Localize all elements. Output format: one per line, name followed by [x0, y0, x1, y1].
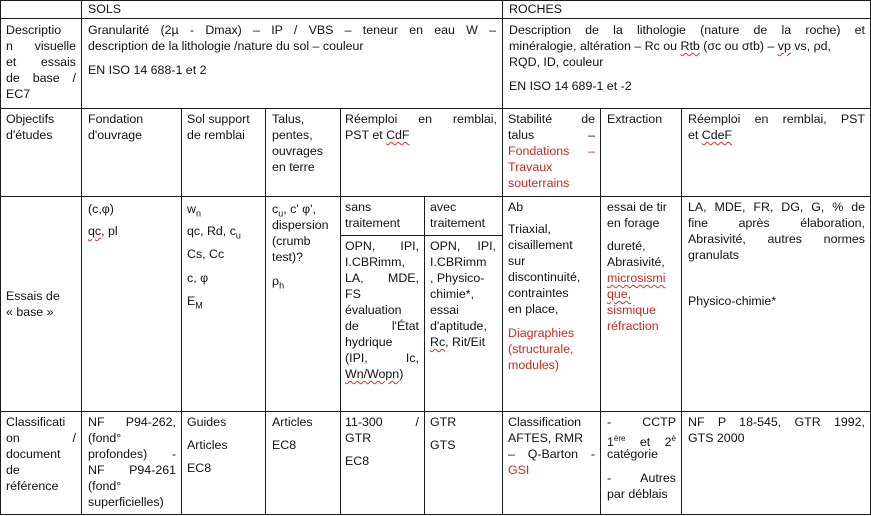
essais-sol-support: Cs, Cc	[187, 247, 225, 261]
row-label-objectifs: d'études	[6, 128, 53, 142]
list-line: - Autres	[607, 471, 676, 485]
table-col	[424, 196, 425, 515]
list-line: profondes) -	[88, 447, 176, 461]
table-rule-treatment	[340, 235, 502, 236]
classif-avec: GTS	[430, 438, 456, 452]
row-label-essais: « base »	[6, 305, 54, 319]
list-line: OPN, IPI,	[430, 239, 496, 253]
obj-talus: pentes,	[272, 128, 313, 142]
essais-sans-traitement-header: traitement	[345, 216, 401, 230]
list-line: fine après élaboration,	[688, 216, 865, 230]
list-line: discontinuité,	[508, 270, 581, 284]
list-line: Wn/Wopn)	[345, 367, 404, 381]
list-line: (IPI, Ic,	[345, 351, 419, 365]
list-line: LA, MDE, FR, DG, G, % de	[688, 200, 865, 214]
list-line: , Physico-	[430, 271, 485, 285]
essais-talus: test)?	[272, 250, 303, 264]
list-line: en place,	[508, 302, 559, 316]
table-col	[265, 108, 266, 515]
obj-sol-support: Sol support	[187, 112, 250, 126]
essais-talus: $\rho_h$	[272, 274, 285, 291]
label-line: Classificati	[6, 415, 66, 429]
list-line: hydrique	[345, 335, 393, 349]
list-line: catégorie	[607, 447, 658, 461]
physico-chimie-note: Physico-chimie*	[688, 294, 777, 308]
obj-stabilite-red: Travaux	[508, 160, 553, 174]
classif-stabilite: – Q-Barton -	[508, 447, 595, 461]
list-line-red: réfraction	[607, 319, 659, 333]
essais-talus: $c_u$, c' φ',	[272, 202, 316, 219]
list-line: Triaxial,	[508, 222, 551, 236]
list-line: LA, MDE,	[345, 271, 419, 285]
obj-stabilite: talus –	[508, 128, 595, 142]
essais-avec-traitement-header: avec	[430, 200, 457, 214]
classif-stabilite: Classification	[508, 415, 581, 429]
list-line: en forage	[607, 216, 660, 230]
table-col	[600, 108, 601, 515]
list-line: essai de tir	[607, 200, 667, 214]
classif-reemploi-roches: NF P 18-545, GTR 1992,	[688, 415, 865, 429]
classif-talus: Articles	[272, 415, 313, 429]
table-rule	[0, 108, 871, 109]
obj-reemploi-roches: et CdeF	[688, 128, 733, 142]
essais-fondation: (c,φ)	[88, 202, 114, 216]
list-line: cisaillement	[508, 238, 573, 252]
list-line: OPN, IPI,	[345, 239, 419, 253]
classif-reemploi-roches: GTS 2000	[688, 431, 745, 445]
essais-sans-traitement-header: sans	[345, 200, 372, 214]
roches-norm: EN ISO 14 689-1 et -2	[509, 79, 632, 93]
obj-reemploi-sols: PST et CdF	[345, 128, 410, 142]
classif-sol-support: Guides	[187, 415, 227, 429]
table-col	[502, 0, 503, 515]
table-rule	[0, 18, 871, 19]
obj-stabilite-red: souterrains	[508, 176, 570, 190]
list-line: d'aptitude,	[430, 319, 487, 333]
list-line-red: Diagraphies	[508, 326, 575, 340]
obj-stabilite-red: Fondations –	[508, 144, 595, 158]
table-border-top	[0, 0, 871, 1]
label-line: n visuelle	[6, 39, 76, 53]
classif-avec: GTR	[430, 415, 457, 429]
list-line: Abrasivité, autres normes	[688, 232, 865, 246]
classif-sol-support: EC8	[187, 461, 212, 475]
obj-extraction: Extraction	[607, 112, 663, 126]
essais-sol-support: qc, Rd, $c_u$	[187, 224, 241, 241]
list-line: (fond°	[88, 479, 122, 493]
obj-fondation: d'ouvrage	[88, 128, 143, 142]
list-line-red: modules)	[508, 358, 559, 372]
obj-reemploi-sols: Réemploi en remblai,	[345, 112, 497, 126]
table-rule	[0, 196, 871, 197]
list-line: FS	[345, 287, 361, 301]
label-line: Descriptio	[6, 23, 62, 37]
sols-norm: EN ISO 14 688-1 et 2	[88, 63, 207, 77]
essais-sol-support: $E_M$	[187, 294, 203, 311]
label-line: on /	[6, 431, 76, 445]
roches-description-line: RQD, ID, couleur	[509, 55, 604, 69]
classif-sans: GTR	[345, 431, 372, 445]
table-border-left	[0, 0, 1, 515]
list-line: NF P94-262,	[88, 415, 176, 429]
classif-talus: EC8	[272, 438, 297, 452]
list-line: chimie*,	[430, 287, 475, 301]
list-line: essai	[430, 303, 459, 317]
roches-description-line: Description de la lithologie (nature de la roche) et	[509, 23, 865, 37]
row-label-objectifs: Objectifs	[6, 112, 55, 126]
essais-sol-support: c, φ	[187, 271, 209, 285]
classif-stabilite-red: GSI	[508, 463, 530, 477]
list-line: Ab	[508, 200, 524, 214]
list-line: NF P94-261	[88, 463, 176, 477]
label-line: de base /	[6, 71, 76, 85]
obj-sol-support: de remblai	[187, 128, 245, 142]
header-sols: SOLS	[88, 2, 122, 16]
obj-stabilite: Stabilité de	[508, 112, 595, 126]
list-line-red: microsismi	[607, 271, 666, 285]
list-line: évaluation	[345, 303, 402, 317]
obj-talus: Talus,	[272, 112, 305, 126]
label-line: de	[6, 463, 20, 477]
list-line: sur	[508, 254, 526, 268]
list-line: 1ère et $2^è$	[607, 434, 676, 450]
obj-fondation: Fondation	[88, 112, 144, 126]
table-col	[681, 108, 682, 515]
essais-fondation: qc, pl	[88, 224, 118, 238]
obj-reemploi-roches: Réemploi en remblai, PST	[688, 112, 865, 126]
classif-sol-support: Articles	[187, 438, 228, 452]
table-col	[340, 108, 341, 515]
list-line: I.CBRimm	[430, 255, 487, 269]
list-line: par déblais	[607, 487, 668, 501]
list-line-red: (structurale,	[508, 342, 574, 356]
list-line: (fond°	[88, 431, 122, 445]
table-rule	[0, 411, 871, 412]
list-line: contraintes	[508, 286, 569, 300]
roches-description-line: minéralogie, altération – Rc ou Rtb (σc ou σtb) – vp vs, ρd,	[509, 39, 831, 53]
header-roches: ROCHES	[509, 2, 563, 16]
list-line: Rc, Rit/Eit	[430, 335, 486, 349]
sols-description-line: description de la lithologie /nature du sol – couleur	[88, 39, 364, 53]
list-line: - CCTP	[607, 415, 676, 429]
list-line: granulats	[688, 248, 739, 262]
table-col	[181, 108, 182, 515]
list-line-red: que,	[607, 287, 632, 301]
classif-stabilite: AFTES, RMR	[508, 431, 584, 445]
classif-sans: EC8	[345, 454, 370, 468]
essais-talus: dispersion	[272, 218, 329, 232]
label-line: EC7	[6, 87, 31, 101]
essais-talus: (crumb	[272, 234, 311, 248]
classif-sans: 11-300 /	[345, 415, 419, 429]
list-line: superficielles)	[88, 495, 164, 509]
table-col	[81, 0, 82, 515]
obj-talus: en terre	[272, 160, 315, 174]
list-line: de l'État	[345, 319, 419, 333]
essais-sol-support: $w_n$	[187, 202, 201, 219]
sols-description-line: Granularité (2µ - Dmax) – IP / VBS – teneur en eau W –	[88, 23, 496, 37]
row-label-essais: Essais de	[6, 289, 60, 303]
list-line-red: sismique	[607, 303, 656, 317]
list-line: dureté,	[607, 239, 646, 253]
list-line: I.CBRimm,	[345, 255, 405, 269]
label-line: référence	[6, 479, 59, 493]
label-line: et essais	[6, 55, 76, 69]
table-border-bottom	[0, 514, 871, 515]
essais-avec-traitement-header: traitement	[430, 216, 486, 230]
list-line: Abrasivité,	[607, 255, 665, 269]
label-line: document	[6, 447, 61, 461]
obj-talus: ouvrages	[272, 144, 323, 158]
